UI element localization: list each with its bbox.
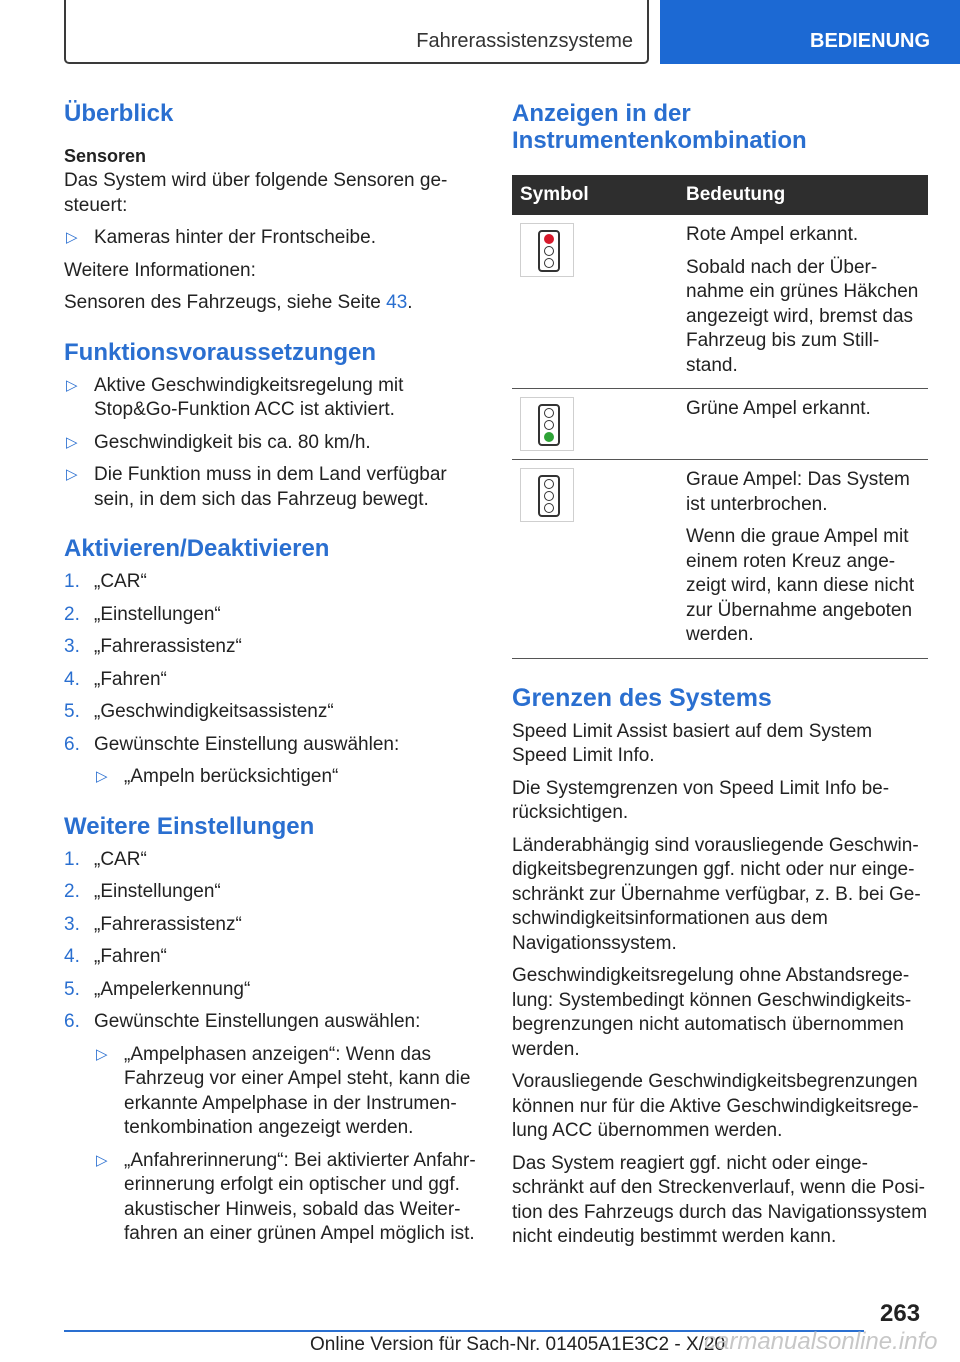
page-link[interactable]: 43 [386,292,408,313]
list-item: 5. „Geschwindigkeitsassistenz“ [64,701,334,722]
heading-aktivieren: Aktivieren/Deaktivieren [64,535,330,562]
list-item: 6. Gewünschte Einstellung auswählen: [64,733,400,755]
traffic-light-red-icon [520,223,574,277]
triangle-bullet-icon: ▷ [96,1151,108,1169]
col-meaning: Bedeutung [686,184,786,205]
list-item: ▷ Die Funktion muss in dem Land verfügbar sein, in dem sich das Fahrzeug bewegt. [66,464,447,510]
grenzen-paragraph: Vorausliegende Geschwindigkeitsbegrenzungen können nur für die Aktive Geschwindigkeitsrege-lung ACC übernommen werden. [512,1071,919,1141]
heading-funktionsvoraussetzungen: Funktionsvoraussetzungen [64,338,377,366]
list-item: 4. „Fahren“ [64,668,167,690]
grenzen-paragraph: Das System reagiert ggf. nicht oder einge-schränkt auf den Streckenverlauf, wenn die Posi-tion des Fahrzeugs durch das Navigationssystem nicht eindeutig bestimmt werden kann. [512,1152,928,1247]
triangle-bullet-icon: ▷ [96,768,108,785]
traffic-light-grey-icon [520,468,574,522]
table-row: Grüne Ampel erkannt. [512,389,928,460]
table-header [512,175,928,215]
col-symbol: Symbol [520,184,589,205]
header-section-label: Fahrerassistenzsysteme [416,30,633,52]
list-item: 2. „Einstellungen“ [64,603,221,625]
list-item: 1. „CAR“ [64,571,147,592]
list-item: ▷ „Ampeln berücksichtigen“ [94,765,484,790]
list-item: ▷ Kameras hinter der Frontscheibe. [64,226,484,251]
list-item: ▷ „Anfahrerinnerung“: Bei aktivierter Anfahr-erinnerung erfolgt ein optischer und ggf. akustischer Hinweis, sobald das Weiter-fahren an einer grünen Ampel möglich ist. [96,1149,476,1244]
symbol-table [512,175,928,659]
list-item: 4. „Fahren“ [64,946,167,967]
list-item: ▷ „Ampelphasen anzeigen“: Wenn das Fahrzeug vor einer Ampel steht, kann die erkannte Ampelphase in der Instrumen-tenkombination angezeigt werden. [96,1043,471,1138]
sensoren-text: Das System wird über folgende Sensoren ge-steuert: [64,170,448,216]
more-info-label: Weitere Informationen: [64,259,256,281]
grenzen-paragraph: Speed Limit Assist basiert auf dem System Speed Limit Info. [512,720,873,766]
left-column [64,100,484,1247]
triangle-bullet-icon: ▷ [66,466,78,483]
triangle-bullet-icon: ▷ [96,1045,108,1063]
list-item: 1. „CAR“ [64,848,147,870]
list-item: 5. „Ampelerkennung“ [64,978,251,1000]
grenzen-paragraph: Länderabhängig sind vorausliegende Geschwin-digkeitsbegrenzungen ggf. nicht oder nur einge-schränkt zur Übernahme verfügbar, z. B. bei Ge-schwindigkeitsinformationen aus dem Navigationssystem. [512,834,921,954]
table-row: Graue Ampel: Das System ist unterbrochen. Wenn die graue Ampel mit einem roten Kreuz ange-zeigt wird, kann diese nicht zur Übernahme angeboten werden. [512,460,928,659]
triangle-bullet-icon: ▷ [66,376,78,394]
table-row: Rote Ampel erkannt. Sobald nach der Über-nahme ein grünes Häkchen angezeigt wird, bremst das Fahrzeug bis zum Still-stand. [512,215,928,389]
page-number: 263 [880,1300,921,1327]
header-section-tab [64,0,649,64]
list-item: ▷ Aktive Geschwindigkeitsregelung mit Stop&Go-Funktion ACC ist aktiviert. [66,374,404,420]
header-chapter-tab [660,0,960,64]
list-item: 6. Gewünschte Einstellungen auswählen: [64,1011,421,1032]
footer-online-version: Online Version für Sach-Nr. 01405A1E3C2 - X/20 [310,1334,726,1355]
watermark: carmanualsonline.info [704,1328,938,1355]
heading-anzeigen: Anzeigen in der Instrumentenkombination [512,100,807,154]
header-chapter-label: BEDIENUNG [810,30,931,52]
grenzen-paragraph: Die Systemgrenzen von Speed Limit Info be-rücksichtigen. [512,777,890,823]
heading-ueberblick: Überblick [64,100,174,127]
traffic-light-green-icon [520,397,574,451]
heading-sensoren: Sensoren [64,146,147,166]
list-item: ▷ Geschwindigkeit bis ca. 80 km/h. [64,431,484,456]
list-item: 3. „Fahrerassistenz“ [64,913,242,935]
grenzen-paragraph: Geschwindigkeitsregelung ohne Abstandsrege-lung: Systembedingt können Geschwindigkeits-begrenzungen nicht automatisch übernommen werden. [512,965,912,1060]
right-column [512,100,928,1250]
list-item: 2. „Einstellungen“ [64,881,221,902]
triangle-bullet-icon: ▷ [66,229,78,246]
list-item: 3. „Fahrerassistenz“ [64,636,242,657]
heading-weitere-einstellungen: Weitere Einstellungen [64,812,315,840]
triangle-bullet-icon: ▷ [66,433,78,451]
heading-grenzen: Grenzen des Systems [512,683,772,712]
page-reference: Sensoren des Fahrzeugs, siehe Seite 43. [64,292,413,313]
